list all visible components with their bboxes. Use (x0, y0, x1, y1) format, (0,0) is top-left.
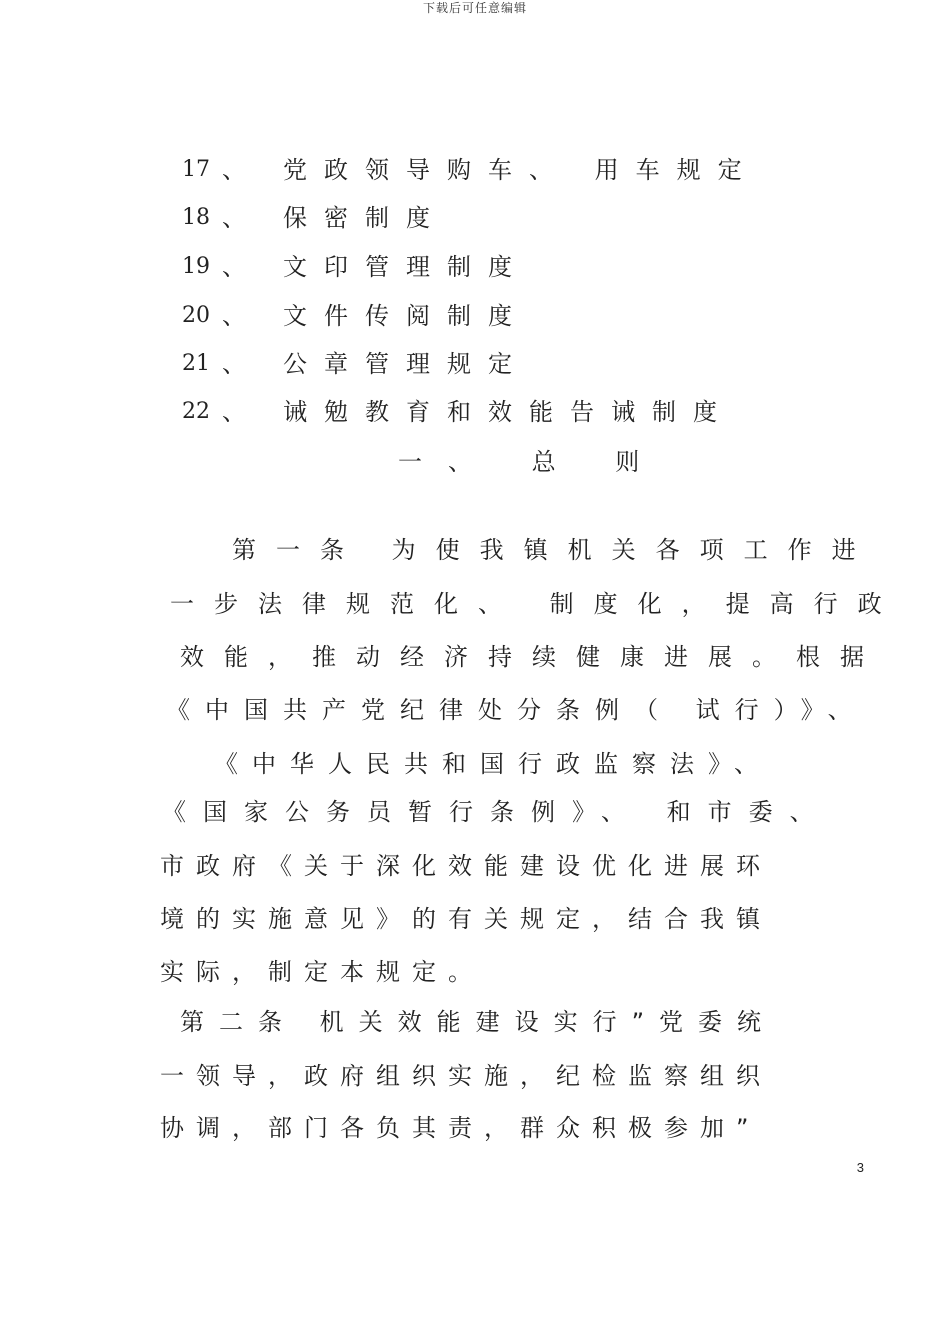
toc-separator: 、 (222, 350, 246, 378)
toc-number: 21 (182, 351, 210, 376)
body-line: 实际，制定本规定。 (160, 958, 484, 986)
body-line: 市政府《关于深化效能建设优化进展环 (160, 852, 772, 880)
body-line: 境的实施意见》的有关规定，结合我镇 (160, 905, 772, 933)
toc-number: 20 (182, 303, 210, 328)
toc-separator: 、 (222, 204, 246, 232)
section-heading: 一、 总 则 (398, 448, 666, 476)
toc-title: 公章管理规定 (283, 350, 529, 378)
toc-separator: 、 (222, 398, 246, 426)
toc-separator: 、 (222, 302, 246, 330)
body-line: 《中国共产党纪律处分条例（ 试行）》、 (166, 696, 867, 724)
toc-title: 保密制度 (283, 204, 447, 232)
page-number: 3 (856, 1160, 864, 1175)
body-line: 效能，推动经济持续健康进展。根据 (180, 643, 884, 671)
toc-number: 18 (182, 205, 210, 230)
toc-title: 党政领导购车、 用车规定 (283, 156, 759, 184)
body-line: 《中华人民共和国行政监察法》、 (214, 750, 772, 778)
body-line: 第一条 为使我镇机关各项工作进 (232, 536, 876, 564)
page-header: 下载后可任意编辑 (422, 1, 527, 15)
toc-separator: 、 (222, 156, 246, 184)
body-line: 一领导，政府组织实施，纪检监察组织 (160, 1062, 772, 1090)
body-line: 协调，部门各负其责，群众积极参加” (160, 1114, 761, 1142)
body-line: 第二条 机关效能建设实行”党委统 (180, 1008, 777, 1036)
toc-separator: 、 (222, 253, 246, 281)
toc-title: 诫勉教育和效能告诫制度 (283, 398, 734, 426)
toc-number: 22 (182, 399, 210, 424)
toc-number: 17 (182, 157, 210, 182)
toc-number: 19 (182, 254, 210, 279)
toc-title: 文印管理制度 (283, 253, 529, 281)
body-line: 一步法律规范化、 制度化，提高行政 (170, 590, 902, 618)
toc-title: 文件传阅制度 (283, 302, 529, 330)
body-line: 《国家公务员暂行条例》、 和市委、 (162, 798, 831, 826)
